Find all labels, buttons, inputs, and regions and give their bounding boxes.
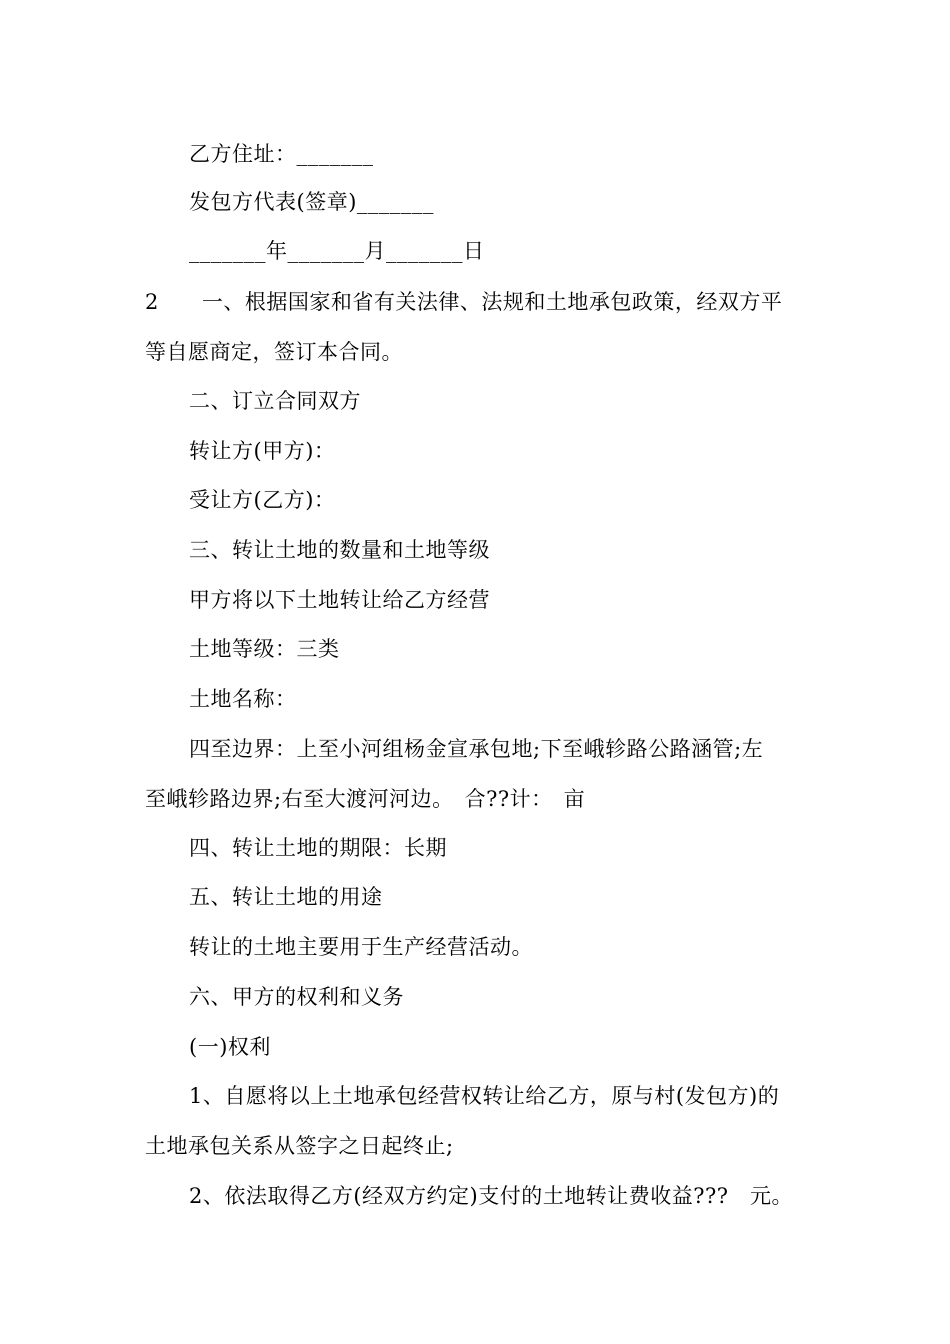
text-line: _______年_______月_______日 bbox=[189, 239, 485, 263]
text-line: 二、订立合同双方 bbox=[189, 389, 361, 413]
text-line: 土地承包关系从签字之日起终止; bbox=[145, 1134, 454, 1158]
text-line: 受让方(乙方)： bbox=[189, 488, 336, 512]
text-line: 发包方代表(签章)_______ bbox=[189, 190, 434, 214]
text-line: 五、转让土地的用途 bbox=[189, 885, 383, 909]
text-line: 四、转让土地的期限：长期 bbox=[189, 836, 447, 860]
text-line: 甲方将以下土地转让给乙方经营 bbox=[189, 588, 490, 612]
text-line: 转让的土地主要用于生产经营活动。 bbox=[189, 935, 533, 959]
text-line: 六、甲方的权利和义务 bbox=[189, 985, 404, 1009]
text-line: 等自愿商定，签订本合同。 bbox=[145, 340, 403, 364]
text-line: 乙方住址：_______ bbox=[189, 142, 374, 166]
text-line: (一)权利 bbox=[189, 1035, 271, 1059]
text-line: 四至边界：上至小河组杨金宣承包地;下至峨轸路公路涵管;左 bbox=[189, 737, 764, 761]
text-line: 1、自愿将以上土地承包经营权转让给乙方，原与村(发包方)的 bbox=[189, 1084, 780, 1108]
text-line: 土地等级：三类 bbox=[189, 637, 340, 661]
text-line: 2、依法取得乙方(经双方约定)支付的土地转让费收益??? 元。 bbox=[189, 1184, 794, 1208]
text-line: 土地名称： bbox=[189, 687, 297, 711]
text-line: 三、转让土地的数量和土地等级 bbox=[189, 538, 490, 562]
text-line: 2 一、根据国家和省有关法律、法规和土地承包政策，经双方平 bbox=[145, 290, 783, 314]
text-line: 至峨轸路边界;右至大渡河河边。 合??计： 亩 bbox=[145, 787, 586, 811]
text-line: 转让方(甲方)： bbox=[189, 439, 336, 463]
